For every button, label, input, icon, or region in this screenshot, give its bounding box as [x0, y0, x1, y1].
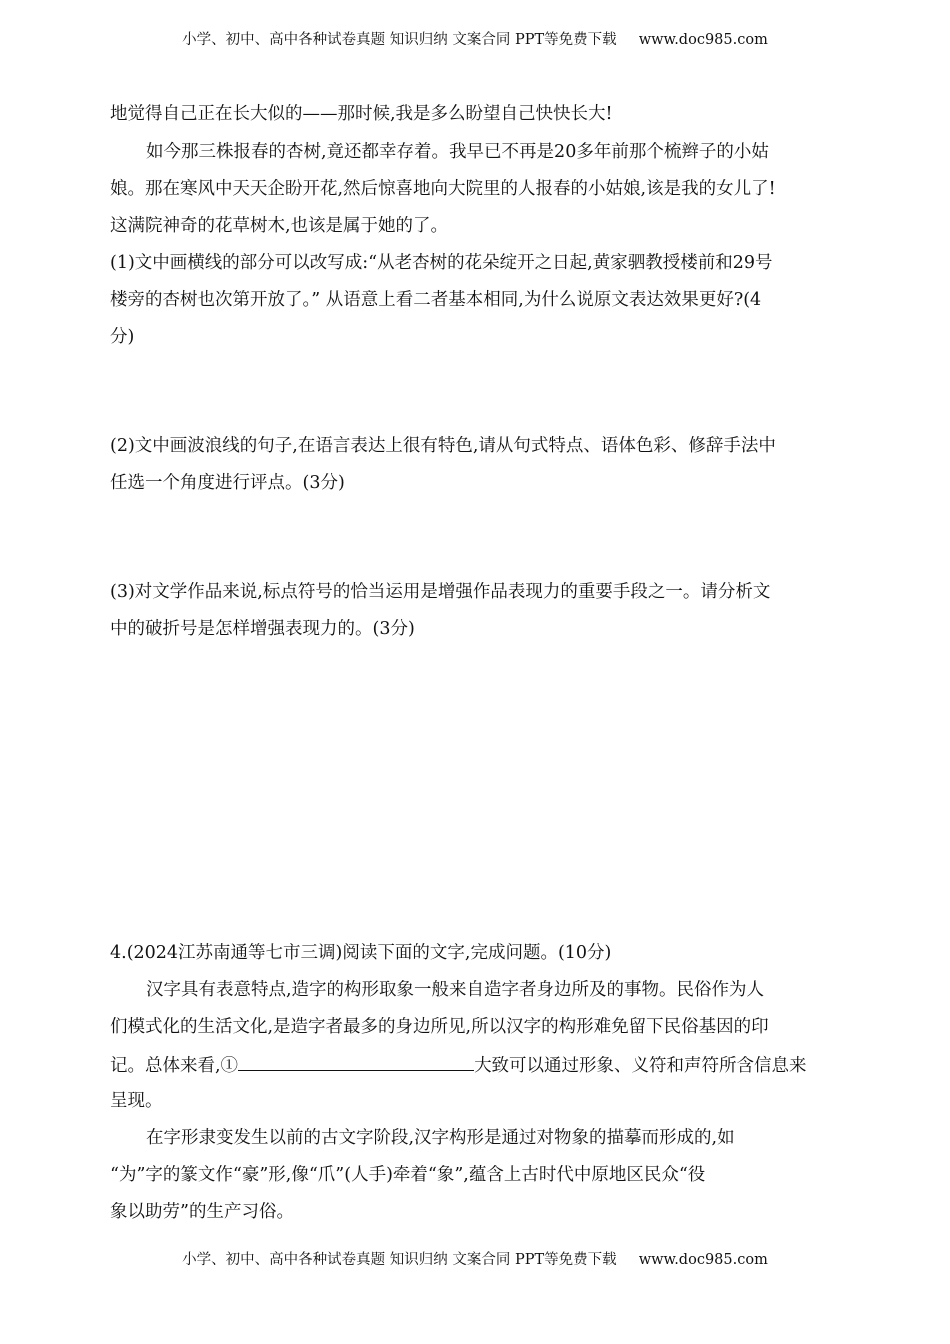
question-3-line-2: 中的破折号是怎样增强表现力的。(3分): [110, 619, 415, 639]
passage-line-3: 娘。那在寒风中天天企盼开花,然后惊喜地向大院里的人报春的小姑娘,该是我的女儿了!: [110, 179, 776, 199]
question-2-line-1: (2)文中画波浪线的句子,在语言表达上很有特色,请从句式特点、语体色彩、修辞手法中: [110, 436, 776, 456]
section-4-p1-line-2: 们模式化的生活文化,是造字者最多的身边所见,所以汉字的构形难免留下民俗基因的印: [110, 1017, 769, 1037]
header-banner-text: 小学、初中、高中各种试卷真题 知识归纳 文案合同 PPT等免费下载: [182, 32, 617, 48]
question-2-line-2: 任选一个角度进行评点。(3分): [110, 473, 345, 493]
question-1-line-2: 楼旁的杏树也次第开放了。” 从语意上看二者基本相同,为什么说原文表达效果更好?(4: [110, 290, 762, 310]
passage-line-2: 如今那三株报春的杏树,竟还都幸存着。我早已不再是20多年前那个梳辫子的小姑: [146, 142, 769, 162]
question-3-line-1: (3)对文学作品来说,标点符号的恰当运用是增强作品表现力的重要手段之一。请分析文: [110, 582, 771, 602]
section-4-p2-line-2: “为”字的篆文作“豪”形,像“爪”(人手)牵着“象”,蕴含上古时代中原地区民众“役: [110, 1165, 706, 1185]
header-banner: [0, 28, 950, 49]
footer-url-link[interactable]: www.doc985.com: [638, 1252, 768, 1268]
header-url-link[interactable]: www.doc985.com: [638, 32, 768, 48]
fill-in-suffix: 大致可以通过形象、义符和声符所含信息来: [474, 1056, 807, 1076]
footer-banner: [0, 1248, 950, 1269]
question-1-line-3: 分): [110, 327, 135, 347]
footer-banner-text: 小学、初中、高中各种试卷真题 知识归纳 文案合同 PPT等免费下载: [182, 1252, 617, 1268]
section-4-p2-line-3: 象以助劳”的生产习俗。: [110, 1202, 294, 1222]
section-4-p1-line-3: [110, 1052, 807, 1078]
section-4-title: 4.(2024江苏南通等七市三调)阅读下面的文字,完成问题。(10分): [110, 943, 612, 963]
fill-in-prefix: 记。总体来看,①: [110, 1056, 239, 1076]
question-1-line-1: (1)文中画横线的部分可以改写成:“从老杏树的花朵绽开之日起,黄家驷教授楼前和29号: [110, 253, 773, 273]
passage-line-1: 地觉得自己正在长大似的——那时候,我是多么盼望自己快快长大!: [110, 104, 613, 124]
section-4-p1-line-4: 呈现。: [110, 1091, 163, 1111]
fill-in-blank-1[interactable]: [238, 1052, 474, 1071]
section-4-p2-line-1: 在字形隶变发生以前的古文字阶段,汉字构形是通过对物象的描摹而形成的,如: [146, 1128, 735, 1148]
section-4-p1-line-1: 汉字具有表意特点,造字的构形取象一般来自造字者身边所及的事物。民俗作为人: [146, 980, 765, 1000]
passage-line-4: 这满院神奇的花草树木,也该是属于她的了。: [110, 216, 449, 236]
